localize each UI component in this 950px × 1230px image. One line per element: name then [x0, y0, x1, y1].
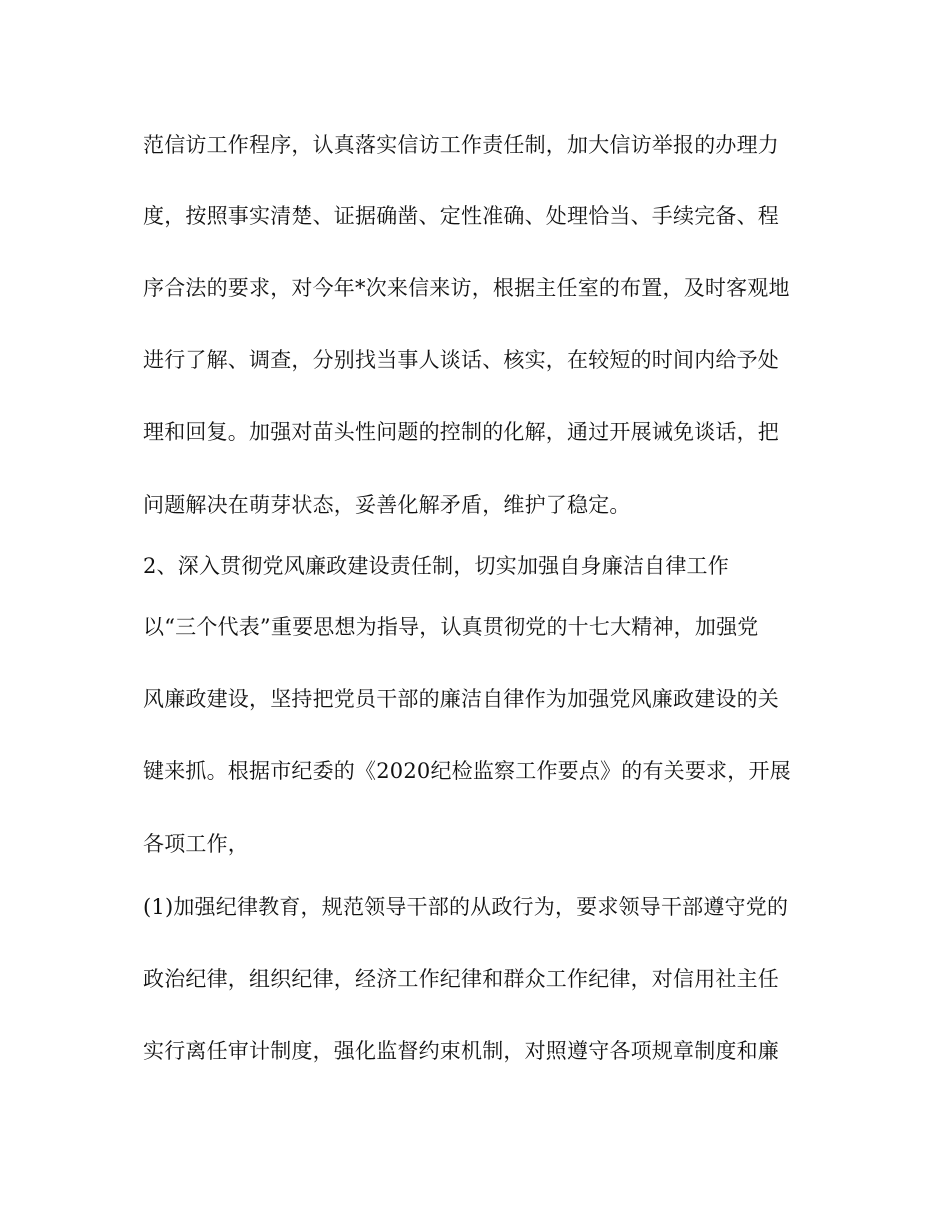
- paragraph-line: 问题解决在萌芽状态，妥善化解矛盾，维护了稳定。: [143, 493, 631, 517]
- paragraph-line: 度，按照事实清楚、证据确凿、定性准确、处理恰当、手续完备、程: [143, 204, 779, 228]
- paragraph-line: 序合法的要求，对今年*次来信来访，根据主任室的布置，及时客观地: [143, 276, 790, 300]
- paragraph-line: 范信访工作程序，认真落实信访工作责任制，加大信访举报的办理力: [143, 133, 779, 157]
- paragraph-line: 各项工作，: [143, 832, 249, 856]
- paragraph-line: 进行了解、调查，分别找当事人谈话、核实，在较短的时间内给予处: [143, 348, 779, 372]
- paragraph-line: 政治纪律，组织纪律，经济工作纪律和群众工作纪律，对信用社主任: [143, 967, 779, 991]
- paragraph-line: 以“三个代表”重要思想为指导，认真贯彻党的十七大精神，加强党: [143, 615, 759, 639]
- paragraph-line: 实行离任审计制度，强化监督约束机制，对照遵守各项规章制度和廉: [143, 1039, 779, 1063]
- section-heading: 2、深入贯彻党风廉政建设责任制，切实加强自身廉洁自律工作: [143, 554, 729, 578]
- paragraph-line: 键来抓。根据市纪委的《2020纪检监察工作要点》的有关要求，开展: [143, 759, 791, 783]
- paragraph-line: 理和回复。加强对苗头性问题的控制的化解，通过开展诫免谈话，把: [143, 420, 779, 444]
- paragraph-line: (1)加强纪律教育，规范领导干部的从政行为，要求领导干部遵守党的: [143, 895, 789, 919]
- paragraph-line: 风廉政建设，坚持把党员干部的廉洁自律作为加强党风廉政建设的关: [143, 687, 779, 711]
